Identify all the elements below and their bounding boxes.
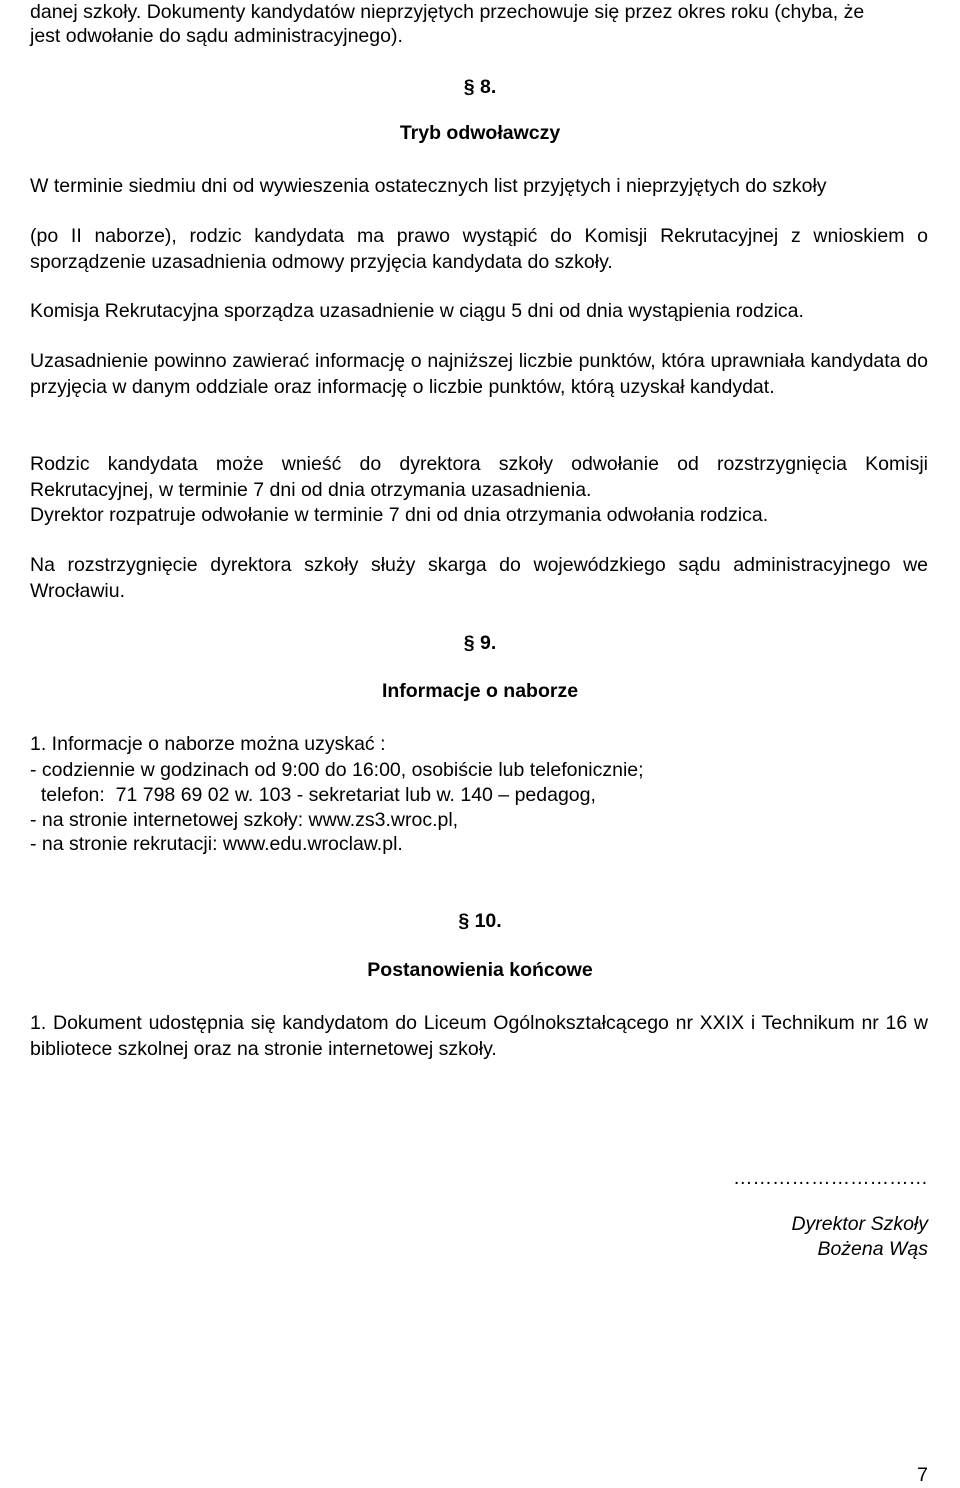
intro-line-1: danej szkoły. Dokumenty kandydatów nieprzyjętych przechowuje się przez okres roku (chyba, że bbox=[30, 1, 865, 23]
section-9-line-1: 1. Informacje o naborze można uzyskać : bbox=[30, 733, 386, 755]
section-8-paragraph-4: Rodzic kandydata może wnieść do dyrektora szkoły odwołanie od rozstrzygnięcia Komisji Rekrutacyjnej, w terminie 7 dni od dnia otrzymania uzasadnienia. bbox=[30, 453, 928, 501]
signature-dots: ………………………… bbox=[733, 1167, 928, 1189]
section-9-title: Informacje o naborze bbox=[381, 680, 579, 702]
section-8-number: § 8. bbox=[463, 76, 497, 98]
signature-name: Bożena Wąs bbox=[817, 1238, 928, 1260]
section-10-number: § 10. bbox=[458, 910, 502, 932]
section-8-paragraph-1: (po II naborze), rodzic kandydata ma prawo wystąpić do Komisji Rekrutacyjnej z wnioskiem o sporządzenie uzasadnienia odmowy przyjęcia kandydata do szkoły. bbox=[30, 225, 928, 273]
section-8-paragraph-1-first-line: W terminie siedmiu dni od wywieszenia ostatecznych list przyjętych i nieprzyjętych do szkoły bbox=[30, 175, 827, 197]
section-10-paragraph-1: 1. Dokument udostępnia się kandydatom do Liceum Ogólnokształcącego nr XXIX i Technikum nr 16 w bibliotece szkolnej oraz na stronie internetowej szkoły. bbox=[30, 1012, 928, 1060]
section-9-line-5: - na stronie rekrutacji: www.edu.wroclaw.pl. bbox=[30, 833, 403, 855]
section-8-paragraph-6: Na rozstrzygnięcie dyrektora szkoły służy skarga do wojewódzkiego sądu administracyjnego we Wrocławiu. bbox=[30, 554, 928, 602]
signature-role: Dyrektor Szkoły bbox=[791, 1213, 928, 1235]
section-9-number: § 9. bbox=[463, 632, 497, 654]
intro-line-2: jest odwołanie do sądu administracyjnego). bbox=[30, 25, 403, 47]
section-8-paragraph-2: Komisja Rekrutacyjna sporządza uzasadnienie w ciągu 5 dni od dnia wystąpienia rodzica. bbox=[30, 300, 804, 322]
section-9-line-4: - na stronie internetowej szkoły: www.zs3.wroc.pl, bbox=[30, 809, 459, 831]
page-number: 7 bbox=[917, 1464, 928, 1486]
section-8-paragraph-3: Uzasadnienie powinno zawierać informację o najniższej liczbie punktów, która uprawniała kandydata do przyjęcia w danym oddziale oraz informację o liczbie punktów, którą uzyskał kandydat. bbox=[30, 350, 928, 398]
section-8-paragraph-5: Dyrektor rozpatruje odwołanie w terminie 7 dni od dnia otrzymania odwołania rodzica. bbox=[30, 504, 769, 526]
section-10-title: Postanowienia końcowe bbox=[367, 959, 593, 981]
section-8-title: Tryb odwoławczy bbox=[399, 122, 561, 144]
section-9-line-2: - codziennie w godzinach od 9:00 do 16:00, osobiście lub telefonicznie; bbox=[30, 759, 644, 781]
section-9-line-3: telefon: 71 798 69 02 w. 103 - sekretariat lub w. 140 – pedagog, bbox=[30, 784, 596, 806]
